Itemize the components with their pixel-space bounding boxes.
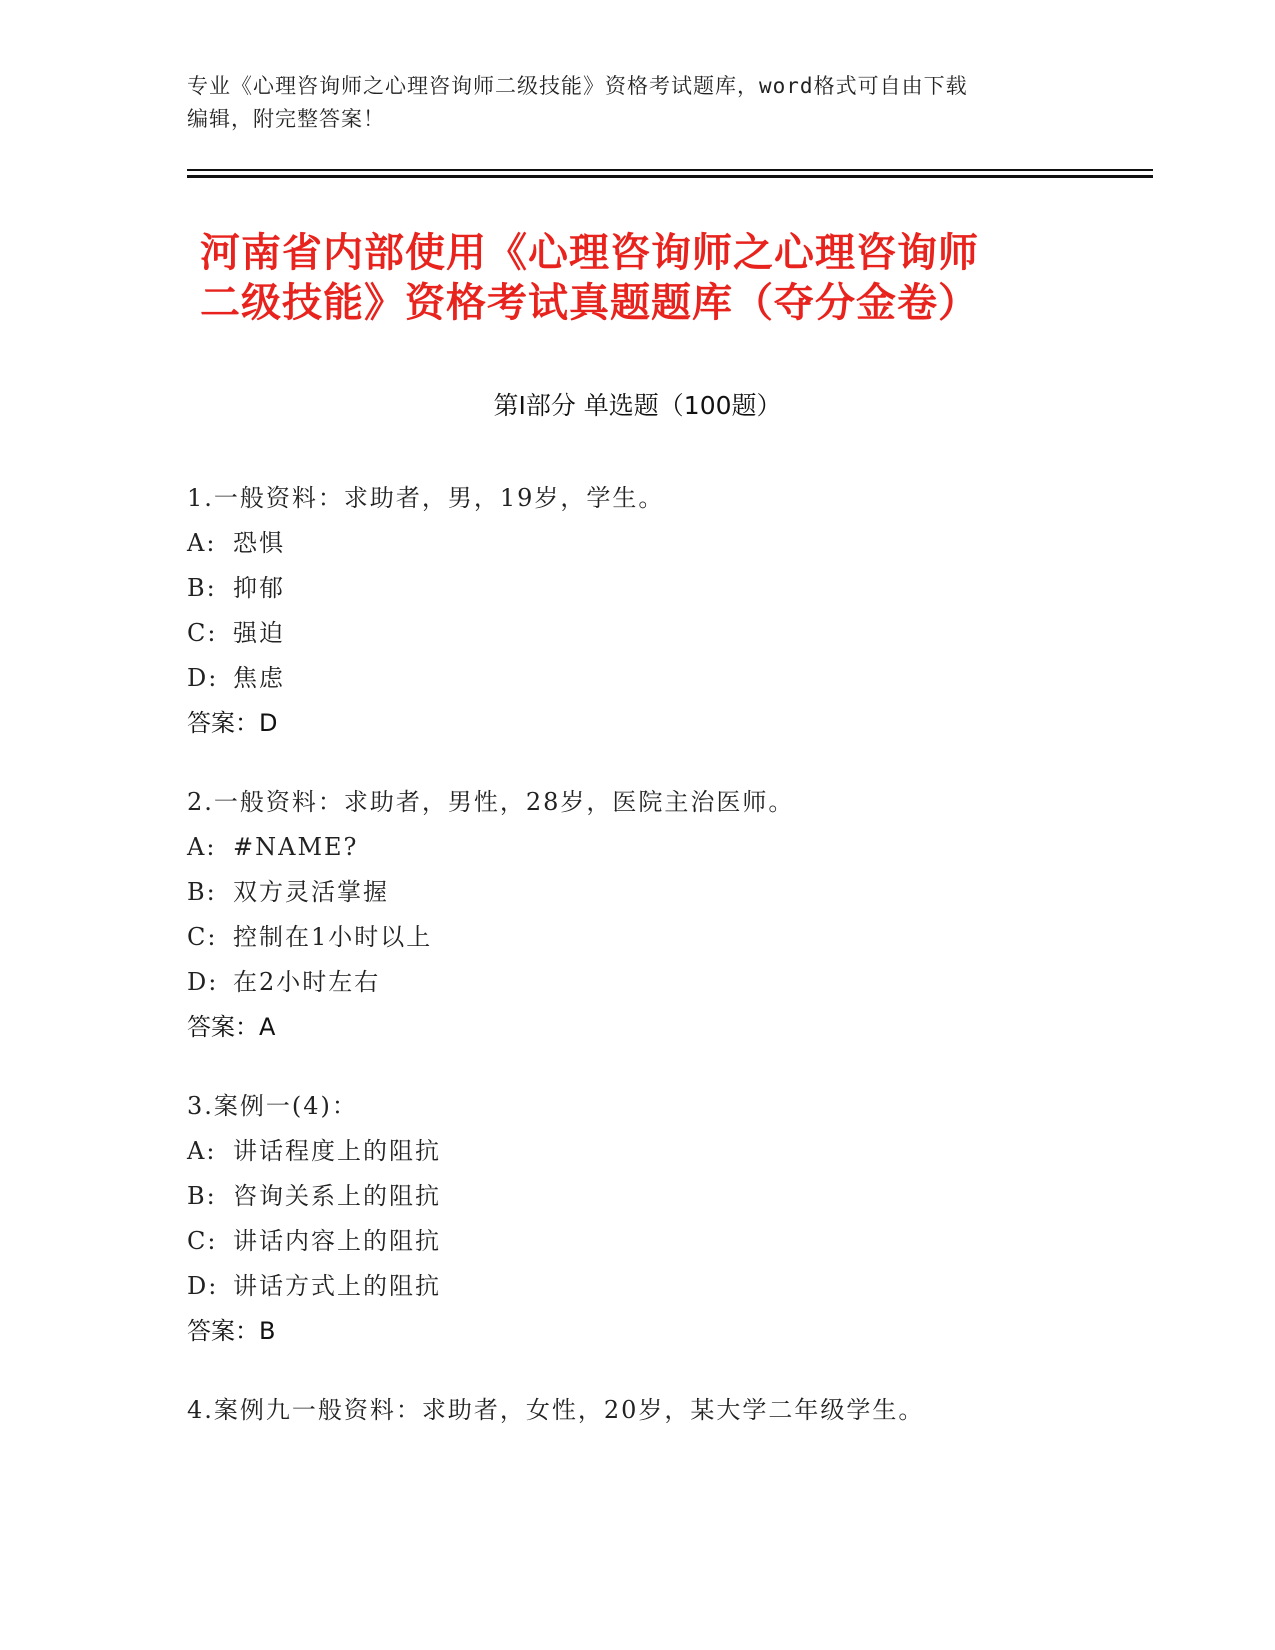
option-text: 讲话方式上的阻抗 (233, 1272, 441, 1300)
document-title (200, 228, 1100, 328)
option-text: 咨询关系上的阻抗 (233, 1182, 441, 1210)
option-text: #NAME? (233, 833, 359, 861)
option-key: C: (187, 923, 218, 951)
question-stem: 2.一般资料：求助者，男性，28岁，医院主治医师。 (187, 788, 795, 816)
question-2 (187, 780, 1147, 1050)
header-note (187, 70, 1067, 136)
question-3 (187, 1084, 1147, 1354)
option-text: 恐惧 (233, 529, 285, 557)
header-note-line2: 编辑，附完整答案！ (187, 107, 385, 131)
option-text: 抑郁 (233, 574, 285, 602)
option-a (187, 521, 1147, 566)
option-key: A: (187, 833, 217, 861)
question-1 (187, 476, 1147, 746)
option-a (187, 1129, 1147, 1174)
section-heading: 第Ⅰ部分 单选题（100题） (493, 391, 782, 420)
option-key: B: (187, 574, 217, 602)
header-divider-bottom (187, 175, 1153, 178)
option-text: 焦虑 (233, 664, 285, 692)
option-b (187, 1174, 1147, 1219)
question-stem: 3.案例一(4)： (187, 1092, 358, 1120)
answer-line: 答案：B (187, 1317, 276, 1345)
option-d (187, 1264, 1147, 1309)
question-stem: 1.一般资料：求助者，男，19岁，学生。 (187, 484, 665, 512)
option-text: 讲话内容上的阻抗 (233, 1227, 441, 1255)
header-divider-top (187, 169, 1153, 171)
document-title-line2: 二级技能》资格考试真题题库（夺分金卷） (200, 280, 979, 326)
option-key: B: (187, 878, 217, 906)
header-note-line1: 专业《心理咨询师之心理咨询师二级技能》资格考试题库，word格式可自由下载 (187, 74, 968, 98)
option-key: C: (187, 619, 218, 647)
option-text: 双方灵活掌握 (233, 878, 389, 906)
option-key: C: (187, 1227, 218, 1255)
option-key: A: (187, 529, 217, 557)
option-text: 控制在1小时以上 (233, 923, 433, 951)
option-text: 强迫 (233, 619, 285, 647)
option-b (187, 566, 1147, 611)
answer-line: 答案：D (187, 709, 278, 737)
option-text: 在2小时左右 (233, 968, 381, 996)
option-d (187, 960, 1147, 1005)
answer-line: 答案：A (187, 1013, 276, 1041)
question-4 (187, 1388, 1147, 1433)
question-list (187, 476, 1147, 1467)
option-text: 讲话程度上的阻抗 (233, 1137, 441, 1165)
option-b (187, 870, 1147, 915)
option-key: B: (187, 1182, 217, 1210)
option-d (187, 656, 1147, 701)
option-c (187, 1219, 1147, 1264)
option-c (187, 915, 1147, 960)
document-title-line1: 河南省内部使用《心理咨询师之心理咨询师 (200, 230, 979, 276)
option-key: A: (187, 1137, 217, 1165)
option-a (187, 825, 1147, 870)
option-c (187, 611, 1147, 656)
option-key: D: (187, 1272, 219, 1300)
question-stem: 4.案例九一般资料：求助者，女性，20岁，某大学二年级学生。 (187, 1396, 925, 1424)
option-key: D: (187, 968, 219, 996)
option-key: D: (187, 664, 219, 692)
